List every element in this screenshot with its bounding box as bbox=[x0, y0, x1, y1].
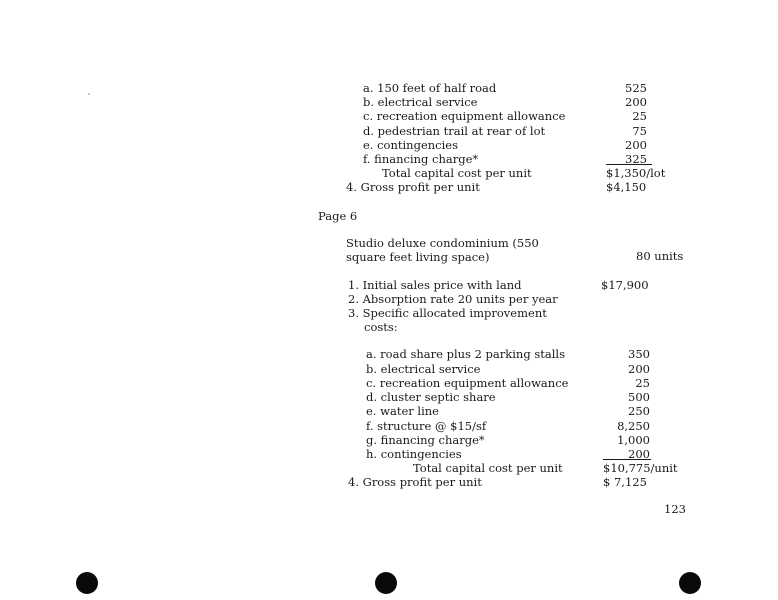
section-a-item-label: f. financing charge* bbox=[363, 152, 479, 166]
studio-title-line2: square feet living space) bbox=[346, 250, 490, 264]
studio-item-value: 350 bbox=[628, 347, 650, 361]
section-a-item-label: c. recreation equipment allowance bbox=[363, 109, 566, 123]
studio-item-label: e. water line bbox=[366, 404, 439, 418]
studio-item-value: 200 bbox=[628, 362, 650, 376]
section-a-item-value: 25 bbox=[632, 109, 647, 123]
studio-item-label: h. contingencies bbox=[366, 447, 462, 461]
section-a-item-value: 200 bbox=[625, 138, 647, 152]
specific-costs-line1: 3. Specific allocated improvement bbox=[348, 306, 547, 320]
gross-profit-label: 4. Gross profit per unit bbox=[348, 475, 482, 489]
punch-hole-left bbox=[76, 572, 98, 594]
section-a-item-label: a. 150 feet of half road bbox=[363, 81, 497, 95]
studio-item-label: a. road share plus 2 parking stalls bbox=[366, 347, 565, 361]
punch-hole-right bbox=[679, 572, 701, 594]
initial-price-label: 1. Initial sales price with land bbox=[348, 278, 522, 292]
studio-item-value: 25 bbox=[635, 376, 650, 390]
punch-hole-center bbox=[375, 572, 397, 594]
sum-rule bbox=[606, 164, 652, 165]
studio-item-value: 500 bbox=[628, 390, 650, 404]
gross-profit-value: $4,150 bbox=[606, 180, 647, 194]
gross-profit-value: $ 7,125 bbox=[603, 475, 647, 489]
absorption-rate-label: 2. Absorption rate 20 units per year bbox=[348, 292, 558, 306]
section-a-item-value: 200 bbox=[625, 95, 647, 109]
section-a-item-label: d. pedestrian trail at rear of lot bbox=[363, 124, 546, 138]
total-cost-value: $1,350/lot bbox=[606, 166, 666, 180]
section-a-item-label: e. contingencies bbox=[363, 138, 458, 152]
specific-costs-line2: costs: bbox=[364, 320, 398, 334]
gross-profit-label: 4. Gross profit per unit bbox=[346, 180, 480, 194]
studio-item-label: d. cluster septic share bbox=[366, 390, 496, 404]
studio-item-value: 250 bbox=[628, 404, 650, 418]
page-number: 123 bbox=[664, 502, 686, 516]
section-a-item-value: 325 bbox=[625, 152, 647, 166]
studio-item-label: c. recreation equipment allowance bbox=[366, 376, 569, 390]
section-a-item-label: b. electrical service bbox=[363, 95, 478, 109]
studio-title-line1: Studio deluxe condominium (550 bbox=[346, 236, 539, 250]
initial-price-value: $17,900 bbox=[601, 278, 649, 292]
studio-item-value: 200 bbox=[628, 447, 650, 461]
studio-item-label: g. financing charge* bbox=[366, 433, 485, 447]
total-cost-label: Total capital cost per unit bbox=[413, 461, 563, 475]
total-cost-value: $10,775/unit bbox=[603, 461, 678, 475]
studio-item-label: b. electrical service bbox=[366, 362, 481, 376]
page-heading: Page 6 bbox=[318, 209, 358, 223]
studio-units: 80 units bbox=[636, 249, 684, 263]
studio-item-value: 1,000 bbox=[617, 433, 650, 447]
studio-item-label: f. structure @ $15/sf bbox=[366, 419, 487, 433]
total-cost-label: Total capital cost per unit bbox=[382, 166, 532, 180]
section-a-item-value: 75 bbox=[632, 124, 647, 138]
section-a-item-value: 525 bbox=[625, 81, 647, 95]
studio-item-value: 8,250 bbox=[617, 419, 650, 433]
scan-speck bbox=[88, 93, 90, 95]
sum-rule bbox=[603, 459, 651, 460]
